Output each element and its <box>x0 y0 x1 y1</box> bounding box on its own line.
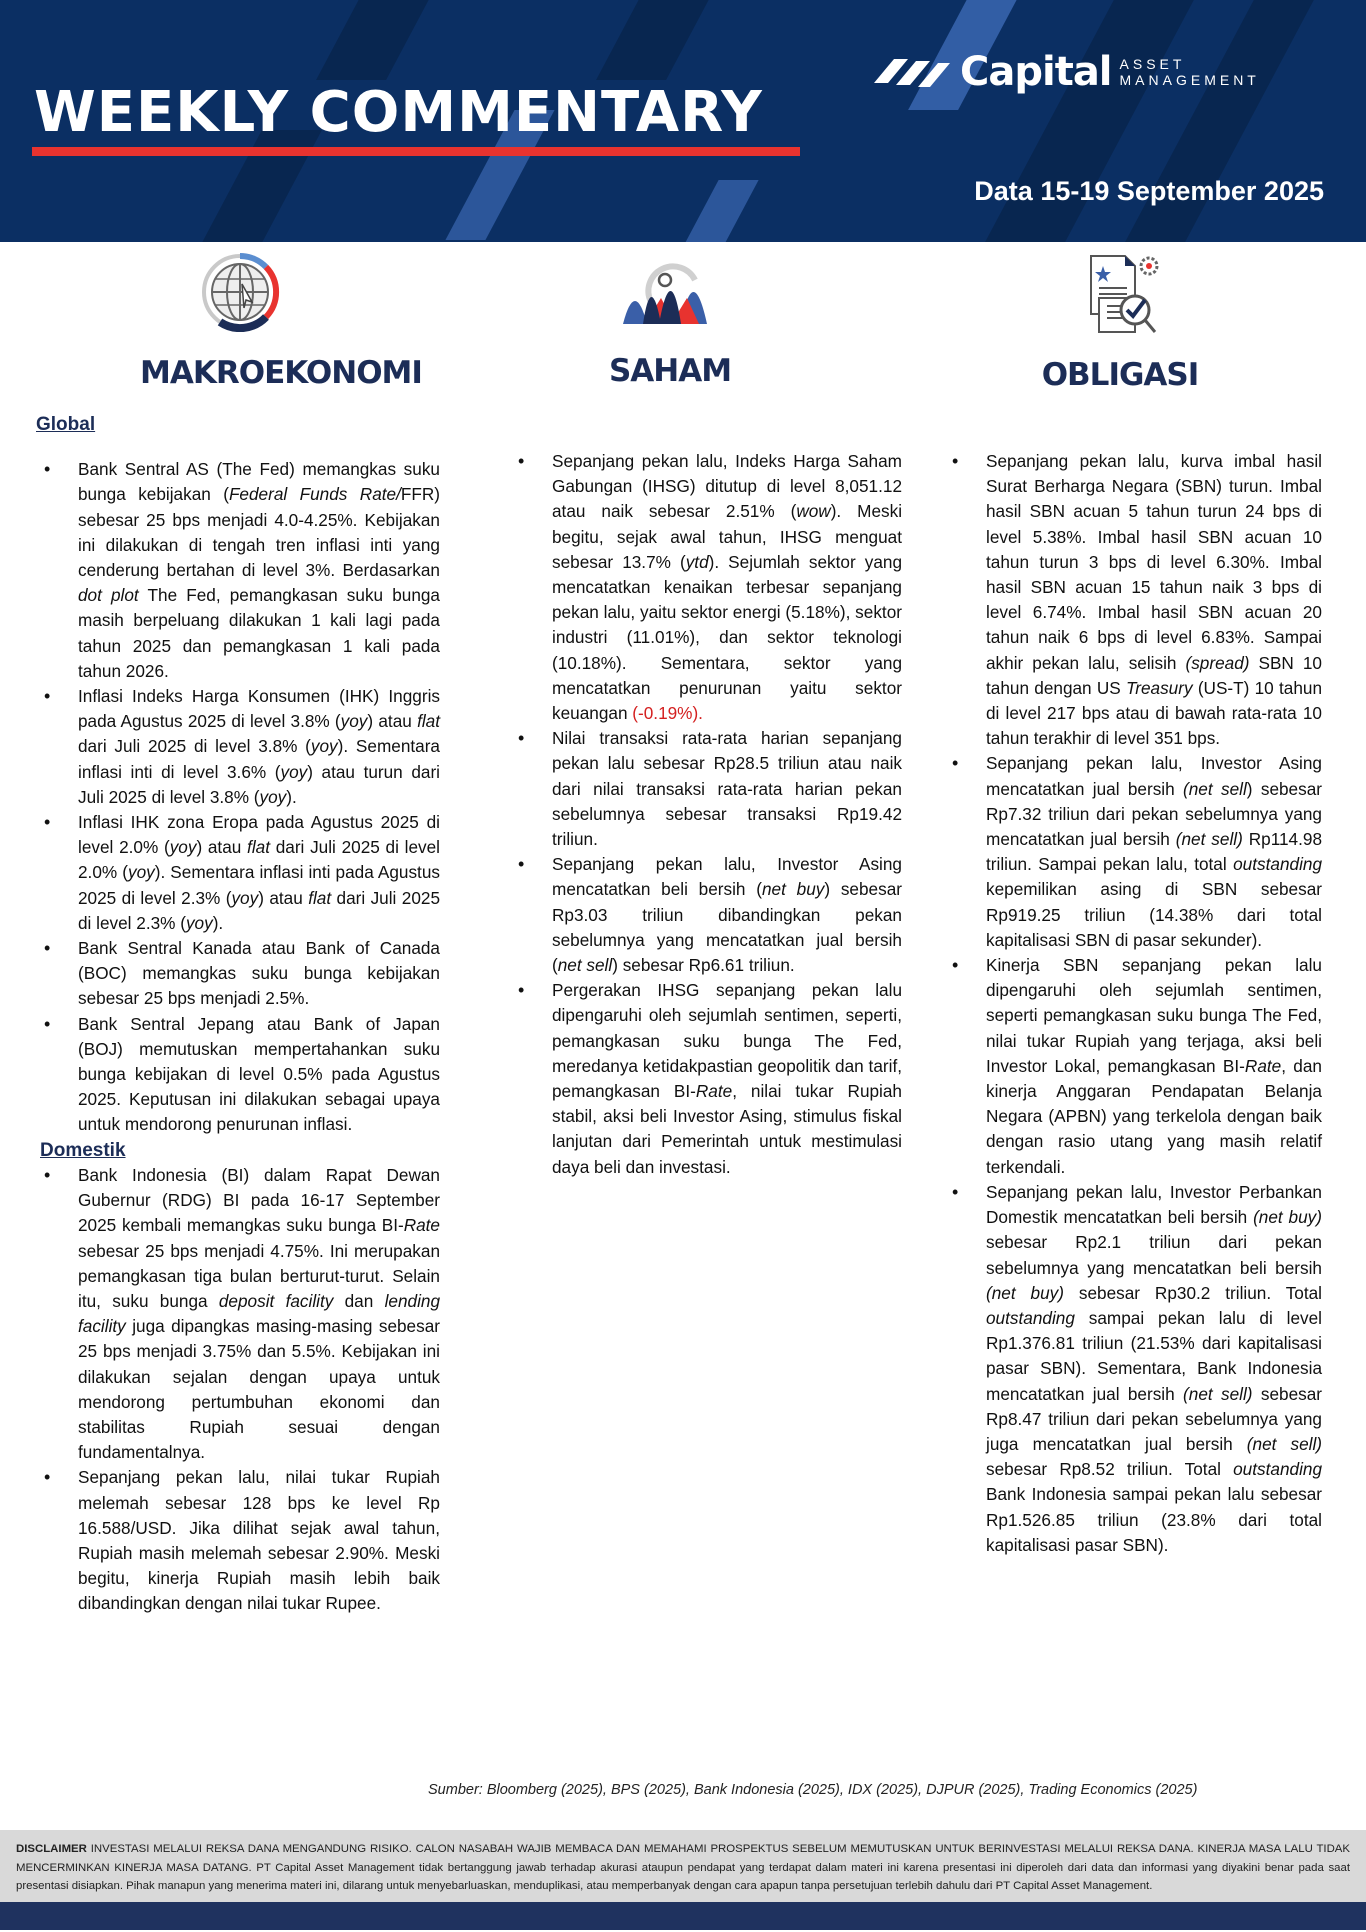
list-item <box>552 449 902 726</box>
list-item <box>78 457 440 684</box>
text-segment: dari Juli 2025 di level 3.8% ( <box>78 736 311 757</box>
text-segment: sebesar Rp8.47 triliun dari pekan sebelumnya yang juga mencatatkan jual bersih <box>986 1383 1323 1454</box>
text-segment: ) atau <box>367 711 418 732</box>
text-segment: ) atau turun dari Juli 2025 di level 3.8% ( <box>78 761 440 807</box>
text-segment: sampai pekan lalu di level Rp1.376.81 triliun (21.53% dari kapitalisasi pasar SBN). Sementara, Bank Indonesia mencatatkan jual bersih <box>986 1307 1322 1404</box>
italic-term: (net sell) <box>1246 1433 1323 1454</box>
italic-term: outstanding <box>1233 1459 1322 1480</box>
italic-term: Rate <box>403 1215 440 1236</box>
page-title: WEEKLY COMMENTARY <box>34 80 763 145</box>
saham-column <box>552 449 902 1180</box>
text-segment: Nilai transaksi rata-rata harian sepanjang pekan lalu sebesar Rp28.5 triliun atau naik dari nilai transaksi rata-rata harian pekan sebelumnya sebesar transaksi Rp19.42 triliun. <box>552 728 902 850</box>
text-segment: ). Sementara inflasi inti di level 3.6% ( <box>78 736 440 782</box>
brand-subtitle-line2: MANAGEMENT <box>1119 72 1260 88</box>
obligasi-column <box>986 449 1322 1558</box>
text-segment: kepemilikan asing di SBN sebesar Rp919.25 triliun (14.38% dari total kapitalisasi SBN di pasar sekunder). <box>986 879 1322 950</box>
italic-term: (net sell) <box>1183 1383 1253 1404</box>
saham-list <box>552 449 902 1180</box>
obligasi-list <box>986 449 1322 1558</box>
text-segment: Kinerja SBN sepanjang pekan lalu dipengaruhi oleh sejumlah sentimen, seperti pemangkasan suku bunga The Fed, nilai tukar Rupiah yang terjaga, aksi beli Investor Lokal, pemangkasan BI- <box>986 955 1322 1076</box>
italic-term: ytd <box>685 551 709 572</box>
list-item <box>552 852 902 978</box>
italic-term: Federal Funds Rate/ <box>228 484 401 505</box>
text-segment: Sepanjang pekan lalu, kurva imbal hasil Surat Berharga Negara (SBN) turun. Imbal hasil SBN acuan 5 tahun turun 24 bps di level 5.38%. Imbal hasil SBN acuan 10 tahun turun 3 bps di level 6.30%. Imbal hasil SBN acuan 15 tahun naik 3 bps di level 6.74%. Imbal hasil SBN acuan 20 tahun naik 6 bps di level 6.83%. Sampai akhir pekan lalu, selisih <box>986 451 1322 673</box>
list-item <box>986 953 1322 1180</box>
text-segment: Rp114.98 triliun. Sampai pekan lalu, total <box>986 829 1322 875</box>
text-segment: ). Sementara inflasi inti pada Agustus 2025 di level 2.3% ( <box>78 862 440 908</box>
italic-term: yoy <box>127 862 155 883</box>
text-segment: Sepanjang pekan lalu, Investor Asing mencatatkan beli bersih ( <box>552 854 902 900</box>
text-segment: Bank Indonesia (BI) dalam Rapat Dewan Gubernur (RDG) BI pada 16-17 September 2025 kembali memangkas suku bunga BI- <box>78 1164 440 1236</box>
text-segment: dari Juli 2025 di level 2.0% ( <box>78 837 440 883</box>
italic-term: yoy <box>231 887 259 908</box>
italic-term: net sell <box>557 955 613 976</box>
text-segment: Sepanjang pekan lalu, nilai tukar Rupiah melemah sebesar 128 bps ke level Rp 16.588/USD. Jika dilihat sejak awal tahun, Rupiah masih melemah sebesar 2.90%. Meski begitu, kinerja Rupiah masih lebih baik dibandingkan dengan nilai tukar Rupee. <box>78 1467 440 1614</box>
text-segment: ). <box>286 786 297 807</box>
italic-term: yoy <box>310 736 338 757</box>
saham-title: SAHAM <box>608 353 732 389</box>
text-segment: Inflasi IHK zona Eropa pada Agustus 2025 di level 2.0% ( <box>78 812 440 858</box>
italic-term: yoy <box>185 912 213 933</box>
list-item <box>552 726 902 852</box>
text-segment: Inflasi Indeks Harga Konsumen (IHK) Inggris pada Agustus 2025 di level 3.8% ( <box>78 686 440 732</box>
text-segment: ) atau <box>196 837 248 858</box>
italic-term: flat <box>308 887 332 908</box>
section-domestik: Domestik <box>40 1139 126 1161</box>
italic-term: (net buy) <box>986 1282 1064 1303</box>
text-segment: ) sebesar Rp7.32 triliun dari pekan sebelumnya yang mencatatkan jual bersih <box>986 778 1322 850</box>
text-segment: ) atau <box>258 887 309 908</box>
italic-term: dot plot <box>78 585 139 606</box>
negative-value: (-0.19%). <box>632 703 703 724</box>
disclaimer-label: DISCLAIMER <box>16 1843 87 1855</box>
decor-stripe <box>316 0 434 80</box>
brand-subtitle-line1: ASSET <box>1119 56 1186 72</box>
italic-term: Rate <box>1244 1055 1282 1076</box>
italic-term: outstanding <box>986 1307 1075 1328</box>
italic-term: outstanding <box>1233 854 1322 875</box>
list-item <box>78 810 440 936</box>
title-underline <box>32 147 800 156</box>
list-item <box>986 751 1322 953</box>
domestik-list <box>36 1163 440 1617</box>
text-segment: ). <box>212 912 224 933</box>
list-item <box>78 1465 440 1616</box>
text-segment: Pergerakan IHSG sepanjang pekan lalu dipengaruhi oleh sejumlah sentimen, seperti, pemangkasan suku bunga The Fed, meredanya ketidakpastian geopolitik dan tarif, pemangkasan BI- <box>552 980 902 1102</box>
text-segment: , dan kinerja Anggaran Pendapatan Belanja Negara (APBN) yang terkelola dengan baik dengan rasio utang yang masih relatif terkendali. <box>986 1055 1322 1177</box>
italic-term: flat <box>247 837 270 858</box>
italic-term: (net buy) <box>1253 1207 1322 1228</box>
list-item <box>78 684 440 810</box>
italic-term: yoy <box>259 786 287 807</box>
disclaimer-text: INVESTASI MELALUI REKSA DANA MENGANDUNG RISIKO. CALON NASABAH WAJIB MEMBACA DAN MEMAHAMI PROSPEKTUS SEBELUM MEMUTUSKAN UNTUK BERINVESTASI MELALUI REKSA DANA. KINERJA MASA LALU TIDAK MENCERMINKAN KINERJA MASA DATANG. PT Capital Asset Management tidak bertanggung jawab terhadap akurasi ataupun pendapat yang terdapat dalam materi ini karena presentasi ini diperoleh dari data dan informasi yang diyakini benar pada saat presentasi disiapkan. Pihak manapun yang menerima materi ini, dilarang untuk menyebarluaskan, menduplikasi, atau memperbanyak dengan cara apapun tanpa persetujuan terlebih dahulu dari PT Capital Asset Management. <box>16 1843 1350 1892</box>
obligasi-title: OBLIGASI <box>1041 357 1199 393</box>
disclaimer-box <box>0 1830 1366 1902</box>
italic-term: lending facility <box>78 1290 441 1337</box>
document-check-icon <box>1075 252 1165 336</box>
text-segment: sebesar 25 bps menjadi 4.75%. Ini merupakan pemangkasan tiga bulan berturut-turut. Selain itu, suku bunga <box>78 1240 440 1311</box>
global-list <box>36 457 440 1137</box>
saham-heading <box>570 258 770 389</box>
italic-term: net buy <box>761 879 825 900</box>
list-item <box>78 936 440 1012</box>
brand-name: Capital <box>960 49 1112 95</box>
makro-heading <box>140 252 422 391</box>
text-segment: ). Meski begitu, sejak awal tahun, IHSG menguat sebesar 13.7% ( <box>552 501 903 572</box>
decor-stripe <box>596 0 714 80</box>
text-segment: dan <box>333 1290 385 1311</box>
list-item <box>986 449 1322 751</box>
text-segment: FFR) sebesar 25 bps menjadi 4.0-4.25%. Kebijakan ini dilakukan di tengah tren inflasi inti yang cenderung bertahan di level 3%. Berdasarkan <box>78 484 440 581</box>
text-segment: ) sebesar Rp6.61 triliun. <box>612 955 795 976</box>
logo-swoosh-icon <box>868 53 952 91</box>
makro-column <box>36 412 440 1617</box>
obligasi-heading <box>1020 252 1220 393</box>
text-segment: SBN 10 tahun dengan US <box>986 652 1322 698</box>
italic-term: deposit facility <box>218 1290 334 1311</box>
text-segment: , nilai tukar Rupiah stabil, aksi beli Investor Asing, stimulus fiskal lanjutan dari Pemerintah untuk mestimulasi daya beli dan investasi. <box>552 1081 902 1177</box>
text-segment: dari Juli 2025 di level 2.3% ( <box>78 887 441 933</box>
list-item <box>78 1163 440 1465</box>
footer-bar <box>0 1902 1366 1930</box>
mountain-chart-icon <box>615 258 725 326</box>
header-banner <box>0 0 1366 242</box>
text-segment: ) sebesar Rp3.03 triliun dibandingkan pekan sebelumnya yang mencatatkan jual bersih ( <box>552 879 902 976</box>
report-date: Data 15-19 September 2025 <box>974 176 1324 206</box>
italic-term: yoy <box>169 837 197 858</box>
text-segment: Sepanjang pekan lalu, Investor Asing mencatatkan jual bersih <box>986 753 1322 799</box>
text-segment: Bank Sentral Jepang atau Bank of Japan (BOJ) memutuskan mempertahankan suku bunga kebijakan di level 0.5% pada Agustus 2025. Keputusan ini dilakukan sebagai upaya untuk mendorong penurunan inflasi. <box>78 1013 440 1135</box>
list-item <box>78 1012 440 1138</box>
text-segment: ). Sejumlah sektor yang mencatatkan kenaikan terbesar sepanjang pekan lalu, yaitu sektor energi (5.18%), sektor industri (11.01%), dan sektor teknologi (10.18%). Sementara, sektor yang mencatatkan penurunan yaitu sektor keuangan <box>552 551 902 724</box>
text-segment: The Fed, pemangkasan suku bunga masih berpeluang dilakukan 1 kali lagi pada tahun 2025 dan pemangkasan 1 kali pada tahun 2026. <box>78 585 440 681</box>
italic-term: Rate <box>695 1081 733 1102</box>
brand-logo <box>868 50 1260 94</box>
text-segment: juga dipangkas masing-masing sebesar 25 bps menjadi 3.75% dan 5.5%. Kebijakan ini dilakukan sejalan dengan upaya untuk mendorong pertumbuhan ekonomi dan stabilitas Rupiah sesuai dengan fundamentalnya. <box>78 1316 440 1463</box>
text-segment: Sepanjang pekan lalu, Indeks Harga Saham Gabungan (IHSG) ditutup di level 8,051.12 atau naik sebesar 2.51% ( <box>552 451 902 522</box>
globe-icon <box>200 252 280 332</box>
text-segment: Bank Sentral Kanada atau Bank of Canada (BOC) memangkas suku bunga kebijakan sebesar 25 bps menjadi 2.5%. <box>78 938 440 1009</box>
italic-term: (net sell <box>1183 778 1247 799</box>
italic-term: flat <box>417 711 440 732</box>
section-global: Global <box>36 414 96 435</box>
italic-term: (net sell) <box>1175 829 1243 850</box>
text-segment: sebesar Rp2.1 triliun dari pekan sebelumnya yang mencatatkan beli bersih <box>986 1232 1322 1278</box>
list-item <box>552 978 902 1180</box>
text-segment: (US-T) 10 tahun di level 217 bps atau di bawah rata-rata 10 tahun terakhir di level 351 bps. <box>986 677 1322 749</box>
italic-term: yoy <box>340 711 368 732</box>
brand-subtitle <box>1120 56 1260 88</box>
italic-term: (spread) <box>1185 652 1250 673</box>
text-segment: Bank Sentral AS (The Fed) memangkas suku bunga kebijakan ( <box>78 459 440 505</box>
list-item <box>986 1180 1322 1558</box>
makro-title: MAKROEKONOMI <box>140 355 422 391</box>
decor-stripe <box>681 180 758 242</box>
text-segment: sebesar Rp8.52 triliun. Total <box>986 1459 1234 1480</box>
italic-term: Treasury <box>1126 677 1193 698</box>
source-note: Sumber: Bloomberg (2025), BPS (2025), Bank Indonesia (2025), IDX (2025), DJPUR (2025), Trading Economics (2025) <box>428 1782 1198 1798</box>
italic-term: wow <box>796 501 831 522</box>
italic-term: yoy <box>280 761 308 782</box>
text-segment: Sepanjang pekan lalu, Investor Perbankan Domestik mencatatkan beli bersih <box>986 1181 1322 1228</box>
text-segment: sebesar Rp30.2 triliun. Total <box>1063 1282 1323 1303</box>
text-segment: Bank Indonesia sampai pekan lalu sebesar Rp1.526.85 triliun (23.8% dari total kapitalisasi pasar SBN). <box>986 1484 1322 1555</box>
